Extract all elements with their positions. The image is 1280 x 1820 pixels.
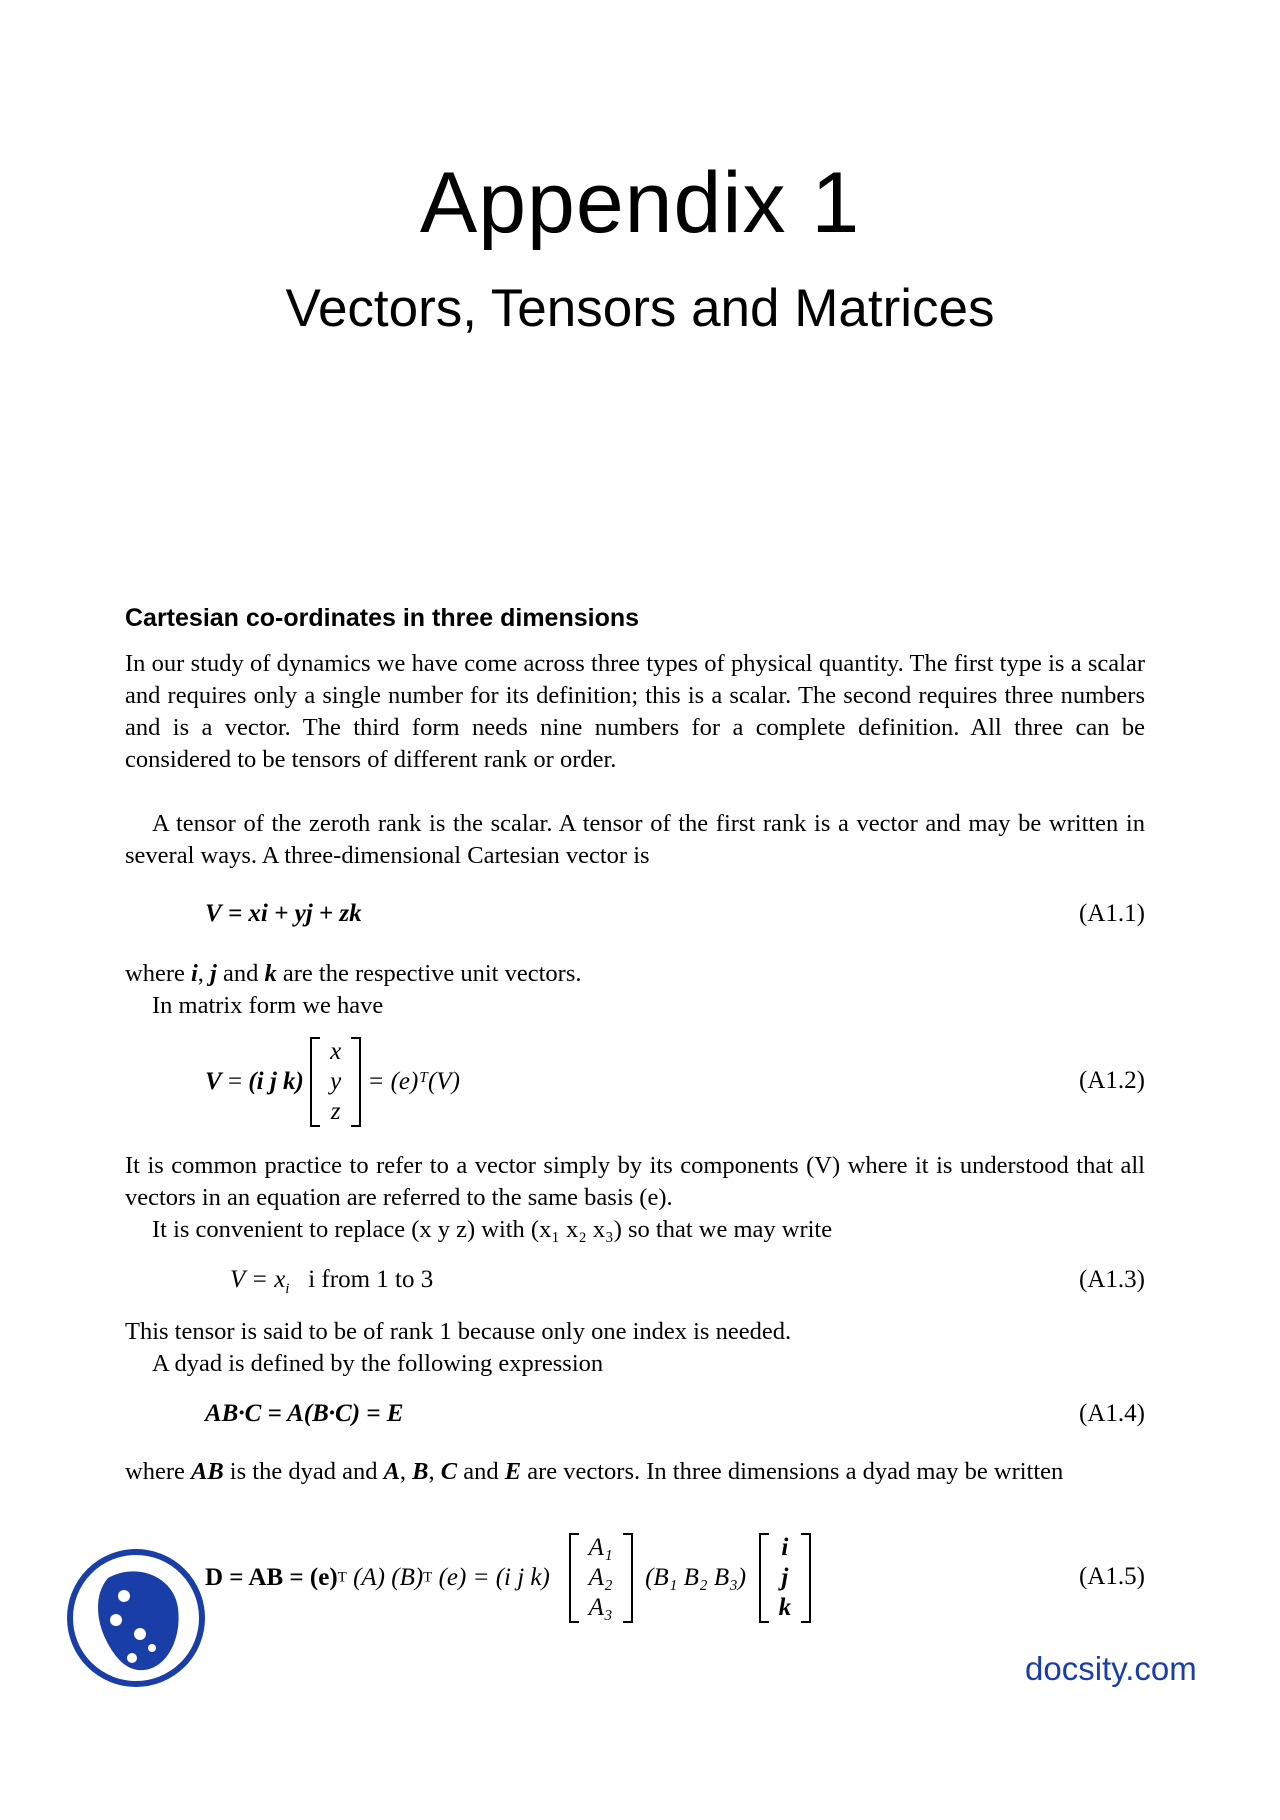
paragraph-unit-vectors [125, 958, 1145, 990]
eq-tail: i from 1 to 3 [308, 1266, 434, 1293]
eq-text: AB·C = A(B·C) = E [205, 1400, 404, 1427]
text-fragment: where [125, 1458, 191, 1485]
page-title: Appendix 1 [419, 155, 861, 251]
vector-component: A₂ [588, 1564, 613, 1591]
vector-component: k [778, 1594, 792, 1621]
section-heading: Cartesian co-ordinates in three dimensions [125, 604, 640, 632]
equation-number: (A1.5) [1079, 1563, 1145, 1590]
paragraph-tensor-rank: A tensor of the zeroth rank is the scalar. A tensor of the first rank is a vector and may be written in several ways. A three-dimensional Cartesian vector is [125, 810, 1145, 869]
eq-lhs: V [205, 1068, 222, 1095]
eq-subscript: i [285, 1281, 290, 1297]
text-fragment: k [264, 960, 277, 987]
right-bracket [623, 1533, 633, 1623]
right-bracket [801, 1533, 811, 1623]
equation-a1-2 [205, 1037, 460, 1127]
docsity-logo-icon[interactable] [66, 1548, 206, 1688]
eq-lhs: D = AB = (e) [205, 1564, 338, 1591]
equation-number: (A1.2) [1079, 1067, 1145, 1094]
paragraph-components: It is common practice to refer to a vector simply by its components (V) where it is understood that all vectors in an equation are referred to the same basis (e). [125, 1152, 1145, 1211]
text-fragment: is the dyad and [223, 1458, 384, 1485]
text-fragment: where [125, 960, 191, 987]
vector-component: A₁ [588, 1534, 613, 1561]
eq-rhs: = xi + yj + zk [227, 900, 362, 927]
vector-component: A₃ [588, 1594, 613, 1621]
left-bracket [759, 1533, 769, 1623]
paragraph-dyad-vectors [125, 1456, 1145, 1488]
eq-mid2: (e) = (i j k) [438, 1564, 550, 1591]
eq-rhs: = (e)ᵀ(V) [367, 1068, 460, 1095]
text-fragment: AB [190, 1458, 224, 1485]
right-bracket [351, 1037, 361, 1127]
eq-mid1: (A) (B) [353, 1564, 424, 1591]
text-fragment: are the respective unit vectors. [276, 960, 582, 987]
text-fragment: C [440, 1458, 458, 1485]
text-fragment: and [216, 960, 265, 987]
text-fragment: i [190, 960, 198, 987]
paragraph-matrix-form: In matrix form we have [152, 992, 384, 1019]
equation-number: (A1.3) [1079, 1266, 1145, 1293]
row-vector-b: (B₁ B₂ B₃) [645, 1564, 747, 1591]
vector-component: i [781, 1534, 789, 1561]
column-vector-a [579, 1533, 623, 1623]
equation-number: (A1.1) [1079, 900, 1145, 927]
left-bracket [569, 1533, 579, 1623]
paragraph-replace: It is convenient to replace (x y z) with (x₁ x₂ x₃) so that we may write [152, 1216, 833, 1243]
text-fragment: j [210, 960, 217, 987]
eq-equals: = [227, 1068, 243, 1095]
text-fragment: E [504, 1458, 522, 1485]
page-subtitle: Vectors, Tensors and Matrices [285, 279, 995, 338]
paragraph-intro: In our study of dynamics we have come across three types of physical quantity. The first type is a scalar and requires only a single number for its definition; this is a scalar. The second requires three numbers and is a vector. The third form needs nine numbers for a complete definition. All three can be considered to be tensors of different rank or order. [125, 650, 1145, 773]
column-vector [320, 1037, 351, 1127]
paragraph-dyad: A dyad is defined by the following expression [152, 1350, 604, 1377]
column-unit-vectors [769, 1533, 802, 1623]
text-fragment: , [197, 960, 211, 987]
eq-lhs: V [205, 900, 222, 927]
left-bracket [310, 1037, 320, 1127]
vector-component: y [330, 1068, 342, 1095]
eq-basis: (i j k) [248, 1068, 304, 1095]
text-fragment: are vectors. In three dimensions a dyad may be written [521, 1458, 1064, 1485]
text-fragment: , [399, 1458, 413, 1485]
paragraph-rank-1: This tensor is said to be of rank 1 because only one index is needed. [125, 1318, 792, 1345]
text-fragment: and [457, 1458, 505, 1485]
equation-a1-1 [205, 900, 362, 928]
docsity-watermark[interactable]: docsity.com [1025, 1650, 1197, 1687]
text-fragment: B [412, 1458, 429, 1485]
equation-a1-3 [230, 1266, 433, 1298]
vector-component: j [781, 1564, 789, 1591]
text-fragment: A [383, 1458, 400, 1485]
text-fragment: , [428, 1458, 441, 1485]
equation-a1-5: D = AB = (e)T (A) (B)T (e) = (i j k) A₁ A₂ A₃ (B₁ B₂ B₃) i j k [205, 1533, 811, 1623]
eq-text: V = x [230, 1266, 286, 1293]
vector-component: z [330, 1098, 341, 1125]
equation-a1-4 [205, 1400, 403, 1428]
vector-component: x [330, 1038, 342, 1065]
equation-number: (A1.4) [1079, 1400, 1145, 1427]
